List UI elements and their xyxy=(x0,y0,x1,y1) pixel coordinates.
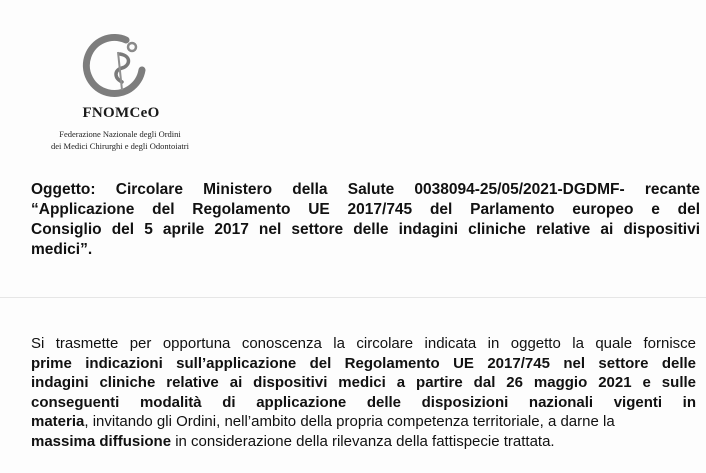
body-emphasis: materia xyxy=(31,413,85,431)
body-text-span: , invitando gli Ordini, nell’ambito della propria competenza territoriale, a darne la xyxy=(84,413,615,431)
body-text-span: in considerazione della rilevanza della fattispecie trattata. xyxy=(171,432,555,450)
body-line xyxy=(31,412,696,432)
body-line: conseguenti modalità di applicazione delle disposizioni nazionali vigenti in xyxy=(31,393,696,411)
subject-line: Consiglio del 5 aprile 2017 nel settore delle indagini cliniche relative ai dispositivi xyxy=(31,221,700,238)
body-line xyxy=(31,432,696,452)
body-line: prime indicazioni sull’applicazione del Regolamento UE 2017/745 nel settore delle xyxy=(31,354,696,372)
fnomceo-logo-icon xyxy=(80,30,152,102)
body-line: indagini cliniche relative ai dispositivi medici a partire dal 26 maggio 2021 e sulle xyxy=(31,374,696,392)
page-divider xyxy=(0,297,706,298)
org-full-name xyxy=(20,128,220,152)
subject-block xyxy=(31,180,706,260)
org-name-line: Federazione Nazionale degli Ordini xyxy=(59,129,181,139)
subject-line: “Applicazione del Regolamento UE 2017/745 del Parlamento europeo e del xyxy=(31,201,700,218)
org-name-line: dei Medici Chirurghi e degli Odontoiatri xyxy=(51,141,189,151)
subject-line: Oggetto: Circolare Ministero della Salute 0038094-25/05/2021-DGDMF- recante xyxy=(31,181,700,198)
body-emphasis: massima diffusione xyxy=(31,432,172,450)
body-paragraph xyxy=(31,334,696,452)
subject-line: medici”. xyxy=(31,241,93,258)
org-abbreviation: FNOMCeO xyxy=(82,105,160,121)
body-line: Si trasmette per opportuna conoscenza la circolare indicata in oggetto la quale fornisce xyxy=(31,335,696,352)
